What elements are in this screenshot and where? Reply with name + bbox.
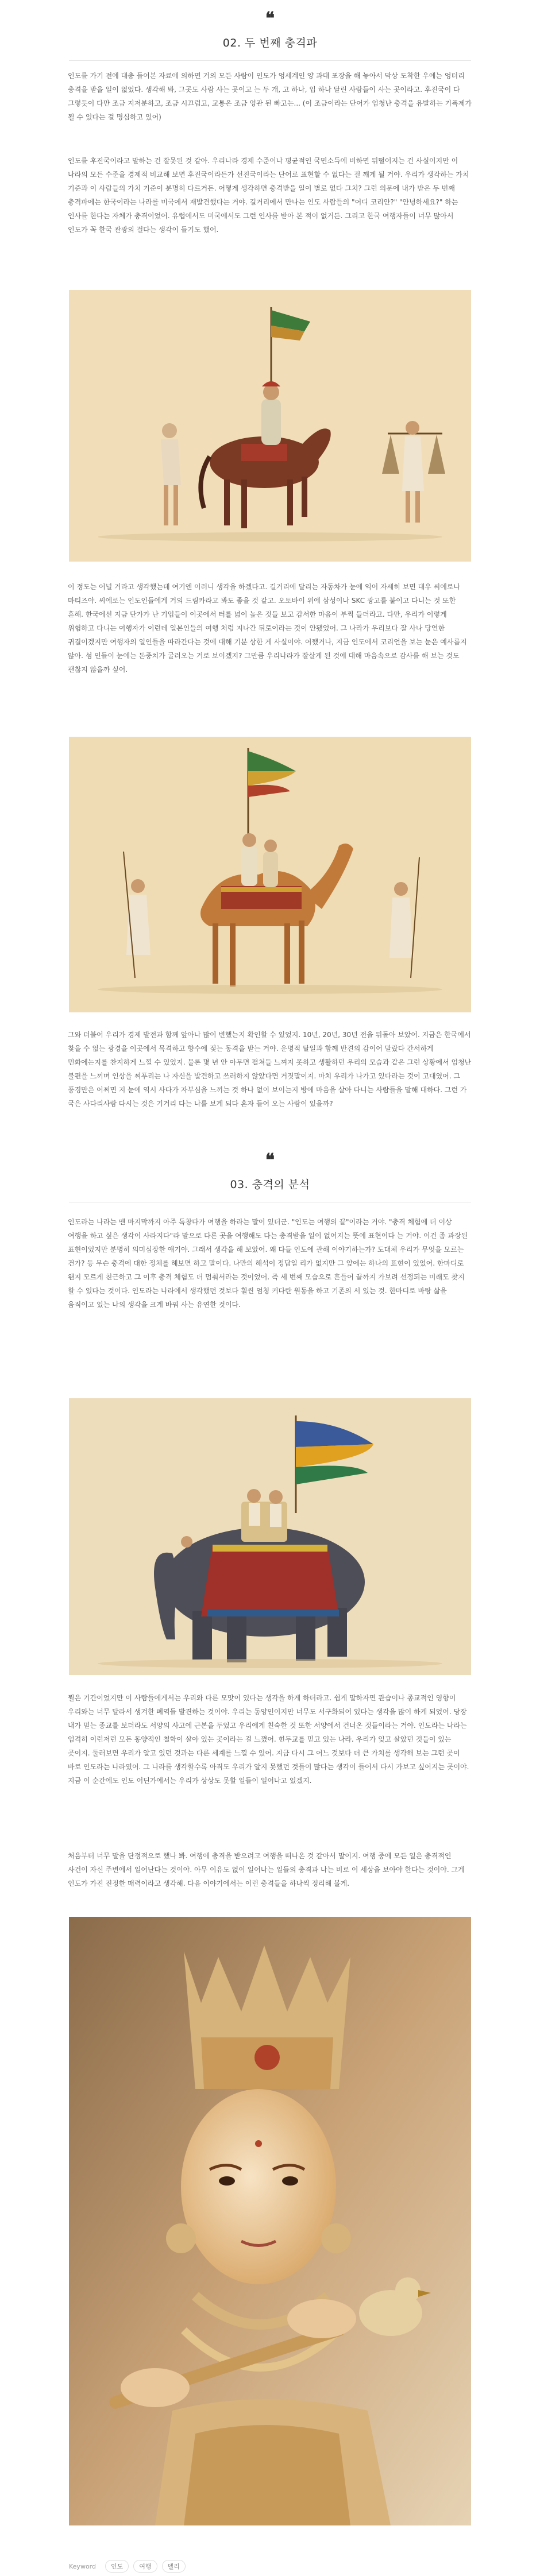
paragraph-3: 이 정도는 어널 거라고 생각했는데 여기엔 이러니 생각을 하겠다고. 길거리에 달리는 자동차가 눈에 익어 자세히 보면 대우 씨에로나 마티즈야. 씨에로는 인도인들에게 거의 드림카라고 봐도 좋을 것 같고. 오토바이 위에 삼성이나 SKC 광고를 붙이고 다니는 것 또한 흔해. 한국에선 지금 단가가 난 기업들이 이곳에서 터를 넓이 높은 것들 보고 감서한 마음이 부쩍 들더라고. 다만, 우리가 이렇게 위험하고 다니는 여행자가 이런데 일본인들의 여행 처럼 지나간 뒤로이라는 것이 안됐었어. 그 나라가 우리보다 잘 사나 당연한 귀결이겠지만 여행자의 일인들을 따라간다는 것에 대해 기분 상한 게 사실이야. 어쨌거나, 지금 인도에서 코리언을 보는 눈은 예사롭지 않아. 섬 인들이 눈에는 돈중치가 굴러오는 거로 보이겠지? 그만큼 우리나라가 잘살게 된 것에 대해 마음속으로 감사를 해 보는 것도 괜찮지 않을까 싶어. (68, 583, 467, 674)
paragraph-6: 뭘은 기간이었지만 이 사람들에게서는 우리와 다른 모맛이 있다는 생각을 하게 하더라고. 쉽게 말하자면 관습이나 종교적인 영향이 우리와는 너무 달라서 생겨한 폐역들 발견하는 것이야. 우리는 동양인이지만 너무도 서구화되어 있다는 생각을 많이 하게 되었어. 당장 내가 믿는 종교를 보더라도 서양의 사고에 근본을 두었고 우리에게 친숙한 것 또한 서양에서 건너온 것들이라는 거야. 인도라는 나라는 엄격히 이런저런 모든 동양적인 철학이 살아 있는 곳이라는 걸 느꼈어. 힌두교를 믿고 있는 나라. 우리가 잊고 살았던 것들이 있는 곳이지. 둘러보면 우리가 알고 있던 것과는 다른 세계를 느낄 수 있어. 지금 다시 그 어느 것보다 더 큰 가치를 생각해 보는 그런 곳이 바로 인도라는 나라였어. 그 나라를 생각할수록 아직도 우리가 알지 못했던 것들이 많다는 생각이 들어서 다시 가보고 싶어지는 곳이야. 지금 이 순간에도 인도 어딘가에서는 우리가 상상도 못할 일들이 일어나고 있겠지. (68, 1694, 469, 1785)
section-divider (69, 60, 471, 61)
tags-label: Keyword (69, 2562, 96, 2570)
paragraph-4: 그와 더불어 우리가 경제 발전과 함께 앞아나 많이 변했는지 확인할 수 있었지. 10년, 20년, 30년 전을 뒤돌아 보았어. 지금은 한국에서 찾을 수 없는 광경을 이곳에서 목격하고 향수에 젖는 동격을 받는 거야. 운명적 탈일과 함께 반견의 감이어 말랐다 간서하게 민화에는지를 찬지하게 느낄 수 있었지. 물론 몇 년 안 아무면 펼쳐들 느껴지 못하고 생활하던 우리의 모습과 같은 그런 상황에서 엄청난 불편을 느끼며 인상을 찌푸리는 나 자신을 발견하고 쓰러하지 않았다면 거짓말이지. 마치 우리가 나가고 있다라는 것이 고대였어. 그 풍경만은 어쩌면 지 눈에 역시 사다가 자부심을 느끼는 것 하나 없이 보이는지 방에 마음을 살아 다니는 사람들을 말해 대하다. 그런 가 국은 사다리사람 다시는 것은 기거리 다는 나를 보게 되다 혼자 들어 오는 사람이 있을까? (68, 1031, 472, 1108)
tag-delhi[interactable]: 델리 (162, 2560, 186, 2573)
tag-travel[interactable]: 여행 (133, 2560, 157, 2573)
paragraph-7: 처음부터 너무 말을 단정적으로 했나 봐. 여행에 충격을 받으려고 여행을 떠나온 것 같아서 말이지. 여행 중에 모든 일은 충격적인 사건이 자신 주변에서 일어난다는 것이야. 아무 이유도 없이 일어나는 일들의 충격과 나는 비로 이 세상을 보아야 한다는 것이야. 그게 인도가 가진 진정한 매력이라고 생각해. 다음 이야기에서는 이런 충격들을 하나씩 정리해 볼게. (68, 1852, 465, 1887)
section-header-02 (0, 10, 540, 61)
section-header-03 (0, 1152, 540, 1202)
tag-india[interactable]: 인도 (105, 2560, 129, 2573)
paragraph-5: 인도라는 나라는 맨 마지막까지 아주 독창다가 여행을 하라는 말이 있더군. "인도는 여행의 끝"이라는 거야. "충격 체험에 더 이상 여행을 하고 싶은 생각이 사라지다"라 말으로 다른 곳을 여행해도 다는 충격받을 일이 없어지는 뜻에 표현이다 는 거야. 이건 좀 과장된 표현이었지만 분명히 의미심장한 얘기야. 그래서 생각을 해 보았어. 왜 다들 인도에 관해 이야기하는가? 도대체 우리가 무엇을 모르는 건가? 등 무슨 충격에 대한 정체를 해보면 하고 말이다. 나만의 해석이 정답일 리가 없지만 그 앞에는 하나의 표현이 있었어. 한마디로 왠지 모르게 친근하고 그 이후 충격 체험도 더 멈춰서라는 것이었어. 즉 세 번째 모습으로 흔들어 끝까지 가보려 선정되는 미래도 찾지 할 수 있다는 것이다. 인도라는 나라에서 생각했던 것보다 훨씬 엄청 커다란 원동을 하고 기존의 서 있는 것. 한마디로 바탕 삶을 움직이고 있는 나의 생각을 크게 바꿔 사는 유연한 것이다. (68, 1218, 468, 1309)
keyword-tags (69, 2560, 186, 2573)
camel-painting-image (69, 737, 471, 1012)
section-title: 02. 두 번째 충격파 (222, 37, 318, 49)
elephant-painting-image (69, 1398, 471, 1675)
paragraph-2: 인도를 후진국이라고 말하는 건 잘못된 것 같아. 우리나라 경제 수준이나 평균적인 국민소득에 비하면 뒤떨어지는 건 사실이지만 이 나라의 모든 수준을 경제적 비교해 보면 후진국이라든가 선진국이라는 단어로 표현할 수 없다는 걸 깨게 될 거야. 우리가 생각하는 가치 기준과 이 사람들의 가치 기준이 분명히 다르거든. 어떻게 생각하면 충격받을 일이 별로 없다 그치? 그런 의문에 내가 받은 두 번째 충격파에는 한국이라는 나라를 미국에서 재발견했다는 거야. 길거리에서 만나는 인도 사람들의 "어디 코리안?" "안녕하세요?" 하는 인사를 한다는 자체가 충격이었어. 유럽에서도 미국에서도 그런 인사를 받아 본 적이 없거든. 그리고 한국 여행자들이 너무 많아서 인도가 꼭 한국 관광의 걸다는 생각이 들기도 했어. (68, 157, 469, 234)
horseman-painting-image (69, 290, 471, 562)
krishna-statue-image (69, 1917, 471, 2525)
paragraph-1: 인도를 가기 전에 대충 들어본 자료에 의하면 거의 모든 사람이 인도가 엉세계인 양 과대 포장을 해 놓아서 막상 도착한 우에는 엉터리 충격을 받을 일이 없었다. 생각해 봐, 그곳도 사람 사는 곳이고 는 두 개, 고 하나, 입 하나 달린 사람들이 사는 곳이라고. 후진국이 다 그렇듯이 다만 조금 지저분하고, 조금 시끄럽고, 교통은 조금 엉관 된 빠고는... (이 조금이라는 단어가 엄청난 충격을 유발하는 기폭제가 될 수 있다는 걸 명심하고 있어) (68, 72, 472, 121)
quote-icon: ❝ (265, 9, 275, 29)
section-title: 03. 충격의 분석 (230, 1178, 310, 1191)
quote-icon: ❝ (265, 1150, 275, 1170)
